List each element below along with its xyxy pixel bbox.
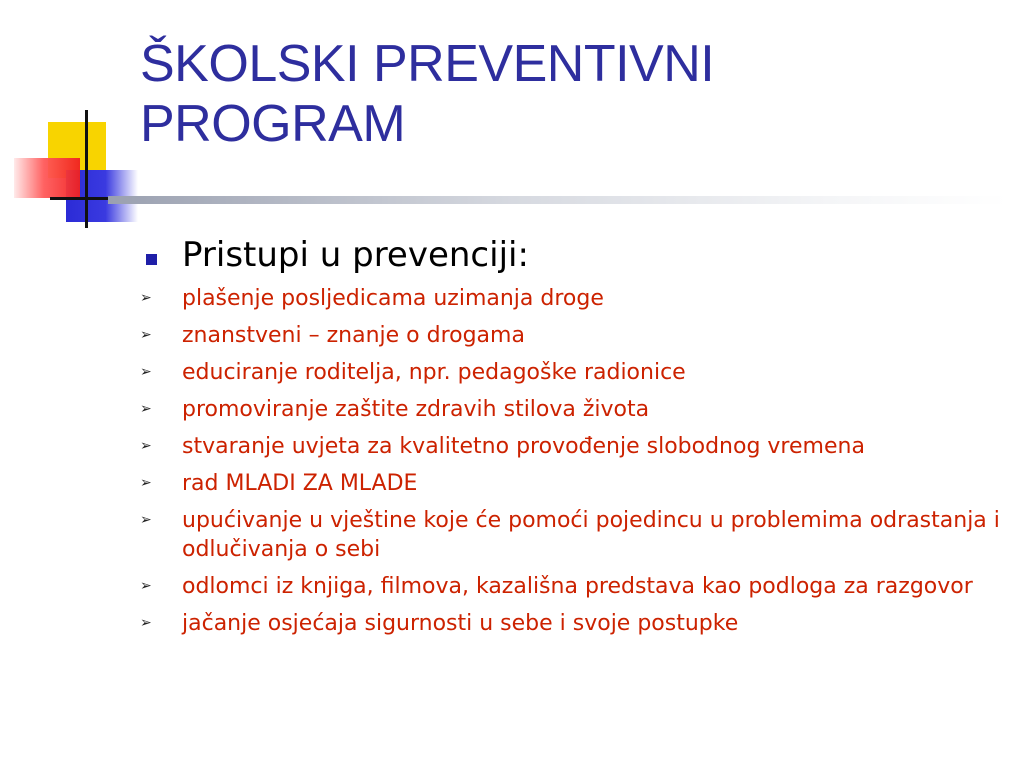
- color-squares-ornament-icon: [0, 0, 160, 240]
- list-item: [140, 506, 1010, 564]
- list-item: [140, 572, 1010, 601]
- red-square-shape: [14, 158, 80, 198]
- list-item: [140, 395, 1010, 424]
- list-item-text: jačanje osjećaja sigurnosti u sebe i svoje postupke: [182, 611, 739, 636]
- arrow-bullet-icon: ➢: [140, 401, 152, 417]
- list-item: [140, 284, 1010, 313]
- arrow-bullet-icon: ➢: [140, 438, 152, 454]
- title-line: PROGRAM: [140, 95, 406, 153]
- arrow-bullet-icon: ➢: [140, 327, 152, 343]
- main-bullet-text: Pristupi u prevenciji:: [182, 235, 529, 275]
- list-item: [140, 321, 1010, 350]
- list-item-text: upućivanje u vještine koje će pomoći pojedincu u problemima odrastanja i odlučivanja o sebi: [182, 508, 1000, 562]
- vertical-line-shape: [85, 110, 88, 228]
- list-item-text: educiranje roditelja, npr. pedagoške radionice: [182, 360, 686, 385]
- list-item-text: odlomci iz knjiga, filmova, kazališna predstava kao podloga za razgovor: [182, 574, 973, 599]
- arrow-bullet-icon: ➢: [140, 475, 152, 491]
- arrow-bullet-icon: ➢: [140, 578, 152, 594]
- slide-content: [140, 232, 1010, 646]
- arrow-bullet-icon: ➢: [140, 512, 152, 528]
- title-divider: [108, 196, 1008, 204]
- list-item: [140, 358, 1010, 387]
- main-bullet: [140, 232, 1010, 278]
- square-bullet-icon: [146, 254, 157, 265]
- list-item-text: stvaranje uvjeta za kvalitetno provođenje slobodnog vremena: [182, 434, 865, 459]
- list-item-text: promoviranje zaštite zdravih stilova života: [182, 397, 650, 422]
- arrow-bullet-icon: ➢: [140, 615, 152, 631]
- list-item: [140, 432, 1010, 461]
- list-item-text: rad MLADI ZA MLADE: [182, 471, 418, 496]
- list-item-text: plašenje posljedicama uzimanja droge: [182, 286, 604, 311]
- arrow-bullet-icon: ➢: [140, 364, 152, 380]
- arrow-bullet-icon: ➢: [140, 290, 152, 306]
- title-line: ŠKOLSKI PREVENTIVNI: [140, 35, 715, 93]
- slide-title: [140, 34, 1000, 154]
- list-item: [140, 469, 1010, 498]
- bullet-list: [140, 284, 1010, 638]
- list-item: [140, 609, 1010, 638]
- list-item-text: znanstveni – znanje o drogama: [182, 323, 525, 348]
